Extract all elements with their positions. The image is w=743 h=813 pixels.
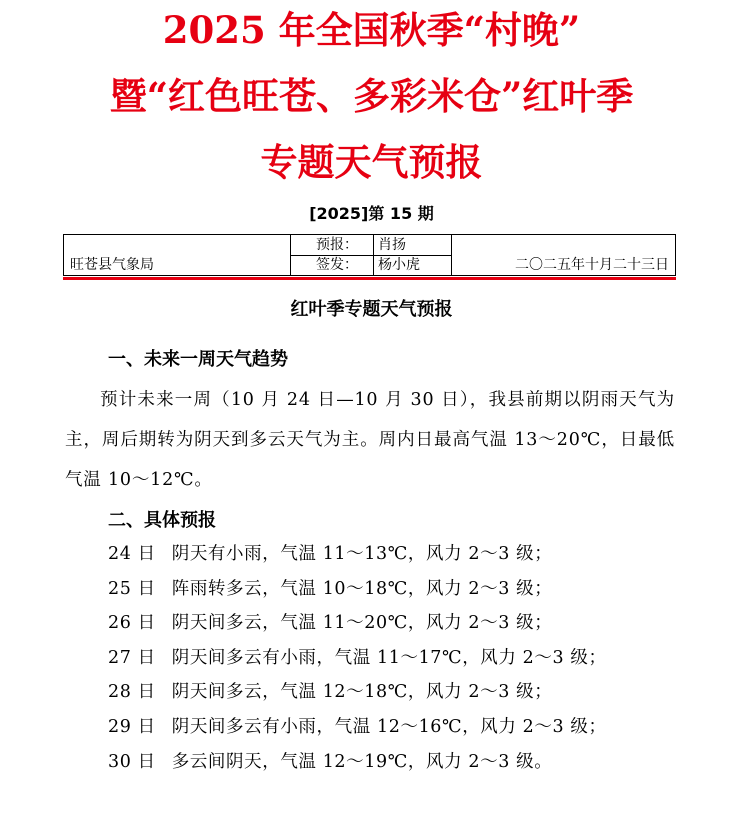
issue-date: 二〇二五年十月二十三日 (515, 257, 669, 273)
list-item (108, 745, 607, 780)
daily-forecast-list (108, 537, 607, 779)
office-name: 旺苍县气象局 (70, 257, 154, 273)
day-forecast: 阴天有小雨，气温 11～13℃，风力 2～3 级； (171, 544, 553, 564)
title-line-3: 专题天气预报 (260, 140, 483, 184)
table-divider (451, 235, 452, 275)
day-forecast: 阴天间多云，气温 11～20℃，风力 2～3 级； (171, 613, 553, 634)
day-forecast: 阴天间多云，气温 12～18℃，风力 2～3 级； (171, 682, 553, 703)
day-forecast: 多云间阴天，气温 12～19℃，风力 2～3 级。 (171, 751, 553, 772)
list-item (108, 710, 607, 745)
day-label: 27 日 (108, 647, 156, 668)
subtitle: 红叶季专题天气预报 (290, 299, 453, 320)
list-item (108, 606, 607, 641)
trend-paragraph: 预计未来一周（10 月 24 日—10 月 30 日），我县前期以阴雨天气为主，周后期转为阴天到多云天气为主。周内日最高气温 13～20℃，日最低气温 10～12℃。 (65, 390, 675, 490)
section-heading-detail: 二、具体预报 (108, 510, 216, 531)
list-item (108, 641, 607, 676)
red-divider (63, 277, 676, 280)
day-forecast: 阴天间多云有小雨，气温 11～17℃，风力 2～3 级； (171, 647, 607, 668)
forecast-label: 预报： (316, 237, 358, 253)
day-label: 30 日 (108, 751, 156, 772)
issue-number: [2025]第 15 期 (309, 204, 434, 223)
section-heading-trend: 一、未来一周天气趋势 (108, 349, 288, 370)
header-table (63, 234, 676, 276)
day-forecast: 阵雨转多云，气温 10～18℃，风力 2～3 级； (171, 578, 553, 599)
title-line-1: 2025 年全国秋季“村晚” (162, 8, 581, 52)
day-label: 26 日 (108, 613, 156, 634)
day-label: 24 日 (108, 544, 156, 564)
list-item (108, 572, 607, 607)
day-label: 25 日 (108, 578, 156, 599)
day-label: 29 日 (108, 716, 156, 737)
forecaster-name: 肖扬 (378, 237, 406, 253)
table-divider (290, 255, 451, 256)
issuer-name: 杨小虎 (378, 257, 420, 273)
list-item (108, 537, 607, 572)
day-label: 28 日 (108, 682, 156, 703)
list-item (108, 675, 607, 710)
title-line-2: 暨“红色旺苍、多彩米仓”红叶季 (109, 74, 634, 118)
day-forecast: 阴天间多云有小雨，气温 12～16℃，风力 2～3 级； (171, 716, 607, 737)
issuer-label: 签发： (316, 257, 358, 273)
